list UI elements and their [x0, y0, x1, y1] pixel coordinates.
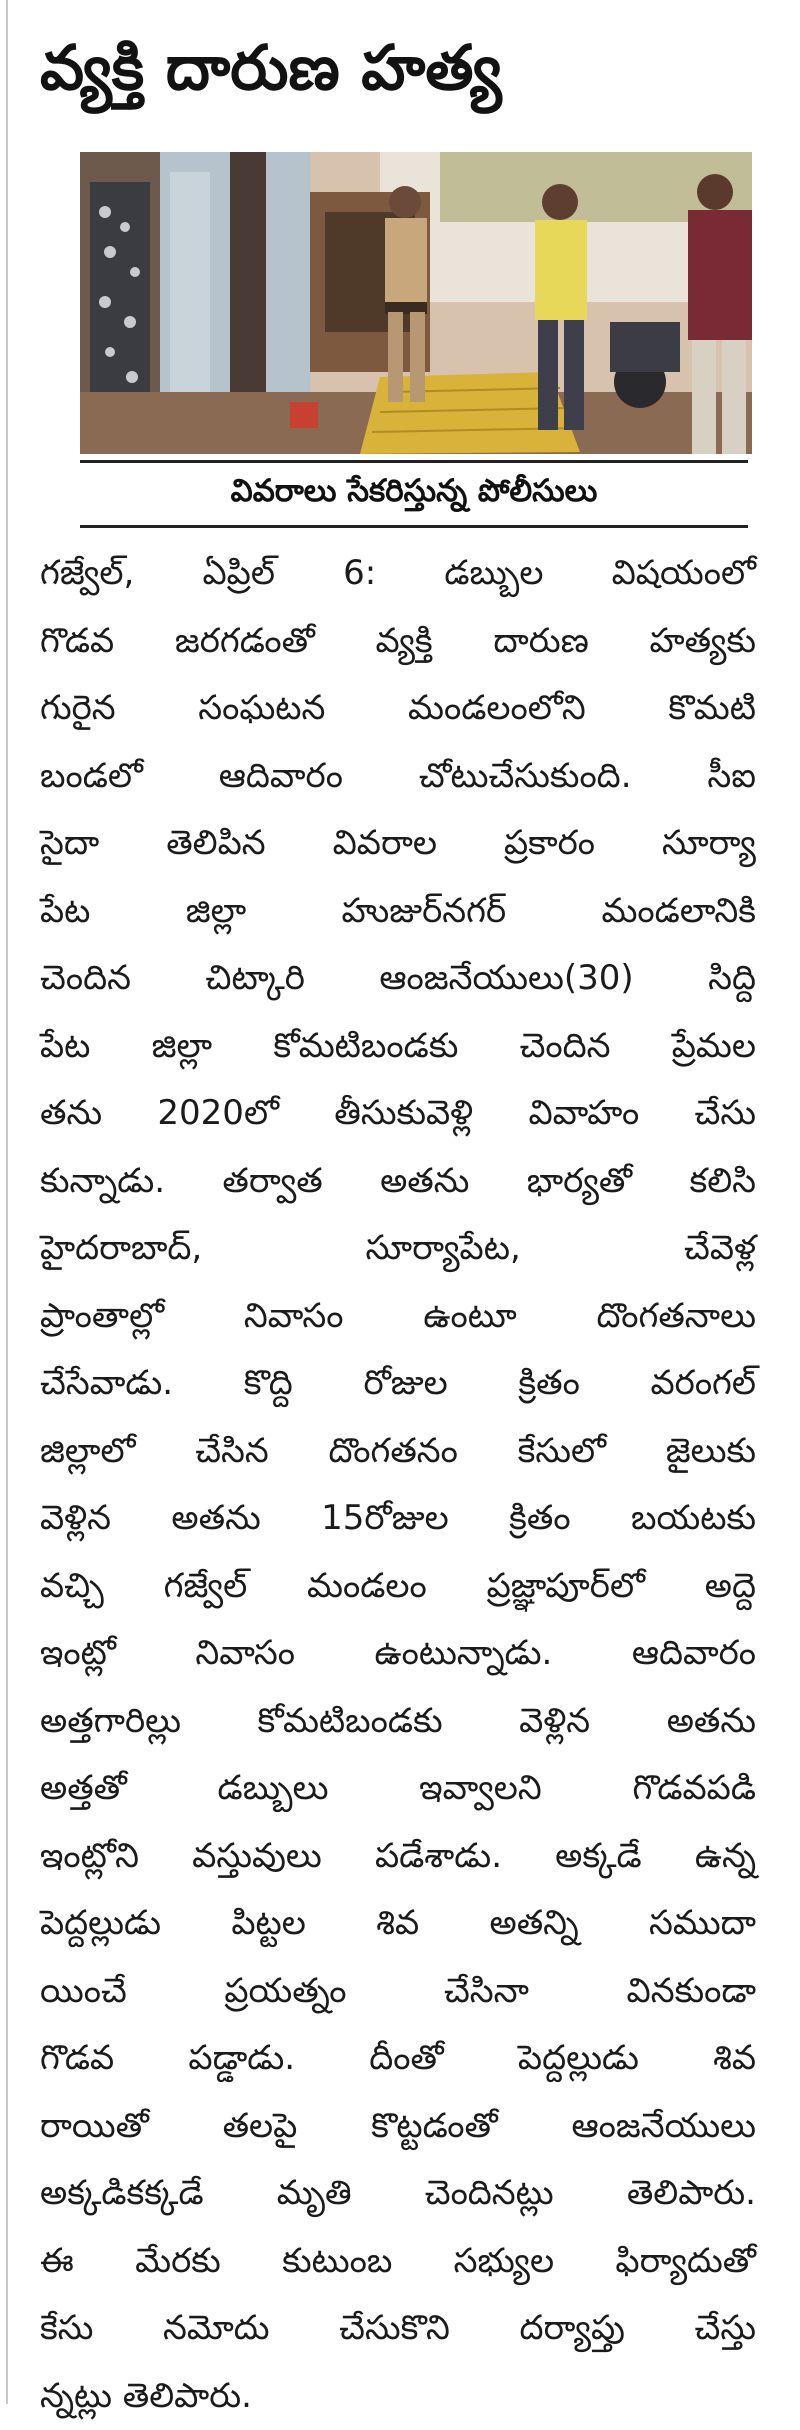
article-headline: వ్యక్తి దారుణ హత్య — [40, 14, 780, 122]
article-body-line: పేట జిల్లా కోమటిబండకు చెందిన ప్రేమల — [40, 1013, 756, 1081]
article-body-line: అత్తతో డబ్బులు ఇవ్వాలని గొడవపడి — [40, 1755, 756, 1823]
article-body-line: చెందిన చిట్కారి ఆంజనేయులు(30) సిద్ది — [40, 945, 756, 1013]
article-body-line: అక్కడికక్కడే మృతి చెందినట్లు తెలిపారు. — [40, 2160, 756, 2228]
news-photo — [80, 152, 752, 454]
article-body-line: చేసేవాడు. కొద్ది రోజుల క్రితం వరంగల్ — [40, 1350, 756, 1418]
article-body-line: న్నట్లు తెలిపారు. — [40, 2363, 756, 2430]
article-body-line: ఇంట్లో నివాసం ఉంటున్నాడు. ఆదివారం — [40, 1620, 756, 1688]
article-body-line: అత్తగారిల్లు కోమటిబండకు వెళ్లిన అతను — [40, 1688, 756, 1756]
article-body-line: యించే ప్రయత్నం చేసినా వినకుండా — [40, 1958, 756, 2026]
article-body-line: ఈ మేరకు కుటుంబ సభ్యుల ఫిర్యాదుతో — [40, 2228, 756, 2296]
article-body-line: వచ్చి గజ్వేల్ మండలం ప్రజ్ఞాపూర్‌లో అద్దె — [40, 1553, 756, 1621]
article-body-line: గజ్వేల్, ఏప్రిల్ 6: డబ్బుల విషయంలో — [40, 540, 756, 608]
photo-caption: వివరాలు సేకరిస్తున్న పోలీసులు — [231, 473, 598, 516]
article-body-line: హైదరాబాద్, సూర్యాపేట, చేవెళ్ల — [40, 1215, 756, 1283]
article-body — [40, 540, 756, 2390]
photo-caption-box — [80, 460, 748, 528]
article-body-line: జిల్లాలో చేసిన దొంగతనం కేసులో జైలుకు — [40, 1418, 756, 1486]
article-body-line: పెద్దల్లుడు పిట్టల శివ అతన్ని సముదా — [40, 1890, 756, 1958]
article-body-line: తను 2020లో తీసుకువెళ్లి వివాహం చేసు — [40, 1080, 756, 1148]
crime-scene-photo-illustration — [80, 152, 752, 454]
article-body-line: ప్రాంతాల్లో నివాసం ఉంటూ దొంగతనాలు — [40, 1283, 756, 1351]
article-body-line: గొడవ జరగడంతో వ్యక్తి దారుణ హత్యకు — [40, 608, 756, 676]
article-body-line: కున్నాడు. తర్వాత అతను భార్యతో కలిసి — [40, 1148, 756, 1216]
article-body-line: వెళ్లిన అతను 15రోజుల క్రితం బయటకు — [40, 1485, 756, 1553]
article-body-line: ఇంట్లోని వస్తువులు పడేశాడు. అక్కడే ఉన్న — [40, 1823, 756, 1891]
article-body-line: రాయితో తలపై కొట్టడంతో ఆంజనేయులు — [40, 2093, 756, 2161]
column-rule — [6, 0, 8, 2404]
article-body-line: సైదా తెలిపిన వివరాల ప్రకారం సూర్యా — [40, 810, 756, 878]
article-body-line: బండలో ఆదివారం చోటుచేసుకుంది. సీఐ — [40, 743, 756, 811]
article-body-line: కేసు నమోదు చేసుకొని దర్యాప్తు చేస్తు — [40, 2295, 756, 2363]
article-body-line: గురైన సంఘటన మండలంలోని కొమటి — [40, 675, 756, 743]
article-body-line: గొడవ పడ్డాడు. దీంతో పెద్దల్లుడు శివ — [40, 2025, 756, 2093]
article-body-line: పేట జిల్లా హుజుర్‌నగర్ మండలానికి — [40, 878, 756, 946]
